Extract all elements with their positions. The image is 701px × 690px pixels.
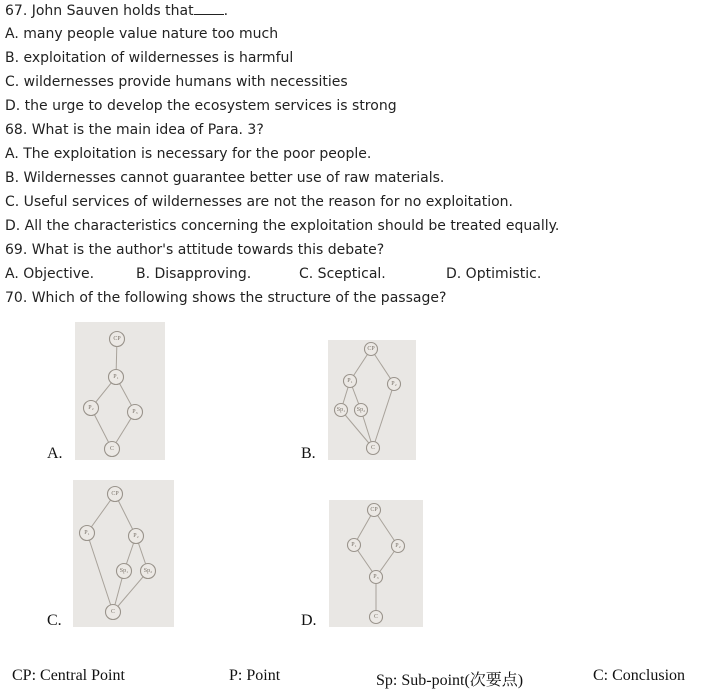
svg-text:P₃: P₃	[132, 409, 138, 415]
question-67-stem-end: .	[223, 3, 229, 19]
svg-text:P₂: P₂	[88, 405, 94, 411]
legend-sub-point: Sp: Sub-point(次要点)	[376, 672, 524, 689]
node-c	[105, 442, 120, 457]
diagram-a	[75, 322, 165, 460]
q68-option-d: D. All the characteristics concerning the exploitation should be treated equally.	[5, 218, 560, 234]
diagram-b	[328, 340, 416, 460]
answer-blank	[194, 1, 224, 15]
svg-text:CP: CP	[367, 346, 375, 352]
legend-conclusion: C: Conclusion	[593, 667, 686, 684]
svg-text:P₂: P₂	[391, 381, 397, 387]
node-cp	[108, 487, 123, 502]
diagram-a-label: A.	[47, 445, 63, 462]
q68-option-a: A. The exploitation is necessary for the poor people.	[5, 146, 372, 162]
question-67-stem-text: 67. John Sauven holds that	[5, 3, 194, 19]
svg-text:P₁: P₁	[347, 378, 353, 384]
svg-text:P₁: P₁	[351, 542, 357, 548]
node-p1	[348, 539, 361, 552]
question-70-stem: 70. Which of the following shows the structure of the passage?	[5, 290, 447, 306]
diagram-b-svg	[328, 340, 416, 460]
node-c	[367, 442, 380, 455]
svg-text:P₁: P₁	[84, 530, 90, 536]
svg-text:C: C	[373, 614, 379, 620]
diagram-a-svg	[75, 322, 165, 460]
q69-option-b: B. Disapproving.	[136, 266, 252, 282]
svg-text:C: C	[110, 609, 116, 615]
svg-text:P₂: P₂	[395, 543, 401, 549]
svg-text:P₂: P₂	[133, 533, 139, 539]
node-sp1	[335, 404, 348, 417]
node-p1	[80, 526, 95, 541]
node-p1	[344, 375, 357, 388]
q67-option-b: B. exploitation of wildernesses is harmful	[5, 50, 294, 66]
svg-text:P₃: P₃	[373, 574, 379, 580]
svg-text:Sp₂: Sp₂	[356, 407, 366, 413]
question-67-stem	[5, 1, 228, 20]
node-p2	[84, 401, 99, 416]
diagram-b-label: B.	[301, 445, 316, 462]
q67-option-a: A. many people value nature too much	[5, 26, 279, 42]
q67-option-c: C. wildernesses provide humans with necessities	[5, 74, 348, 90]
q69-option-d: D. Optimistic.	[446, 266, 542, 282]
node-cp	[368, 504, 381, 517]
diagram-c	[73, 480, 174, 627]
svg-text:Sp₁: Sp₁	[119, 568, 129, 574]
diagram-c-label: C.	[47, 612, 62, 629]
diagram-c-svg	[73, 480, 174, 627]
svg-text:CP: CP	[370, 507, 378, 513]
svg-text:CP: CP	[111, 491, 119, 497]
node-p1	[109, 370, 124, 385]
node-sp2	[355, 404, 368, 417]
node-c	[106, 605, 121, 620]
svg-text:CP: CP	[113, 336, 121, 342]
node-sp1	[117, 564, 132, 579]
diagram-d-label: D.	[301, 612, 317, 629]
node-cp	[110, 332, 125, 347]
svg-text:C: C	[370, 445, 376, 451]
q68-option-c: C. Useful services of wildernesses are not the reason for no exploitation.	[5, 194, 514, 210]
node-c	[370, 611, 383, 624]
node-p2	[388, 378, 401, 391]
node-cp	[365, 343, 378, 356]
diagram-d	[329, 500, 423, 627]
svg-text:C: C	[109, 446, 115, 452]
q69-option-a: A. Objective.	[5, 266, 95, 282]
node-sp2	[141, 564, 156, 579]
svg-text:P₁: P₁	[113, 374, 119, 380]
node-p2	[129, 529, 144, 544]
q67-option-d: D. the urge to develop the ecosystem services is strong	[5, 98, 397, 114]
legend-point: P: Point	[229, 667, 281, 684]
svg-text:Sp₁: Sp₁	[336, 407, 346, 413]
legend-central-point: CP: Central Point	[12, 667, 125, 684]
q69-option-c: C. Sceptical.	[299, 266, 386, 282]
q68-option-b: B. Wildernesses cannot guarantee better use of raw materials.	[5, 170, 445, 186]
diagram-d-svg	[329, 500, 423, 627]
svg-text:Sp₂: Sp₂	[143, 568, 153, 574]
node-p2	[392, 540, 405, 553]
question-68-stem: 68. What is the main idea of Para. 3?	[5, 122, 264, 138]
node-p3	[370, 571, 383, 584]
node-p3	[128, 405, 143, 420]
question-69-stem: 69. What is the author's attitude towards this debate?	[5, 242, 385, 258]
